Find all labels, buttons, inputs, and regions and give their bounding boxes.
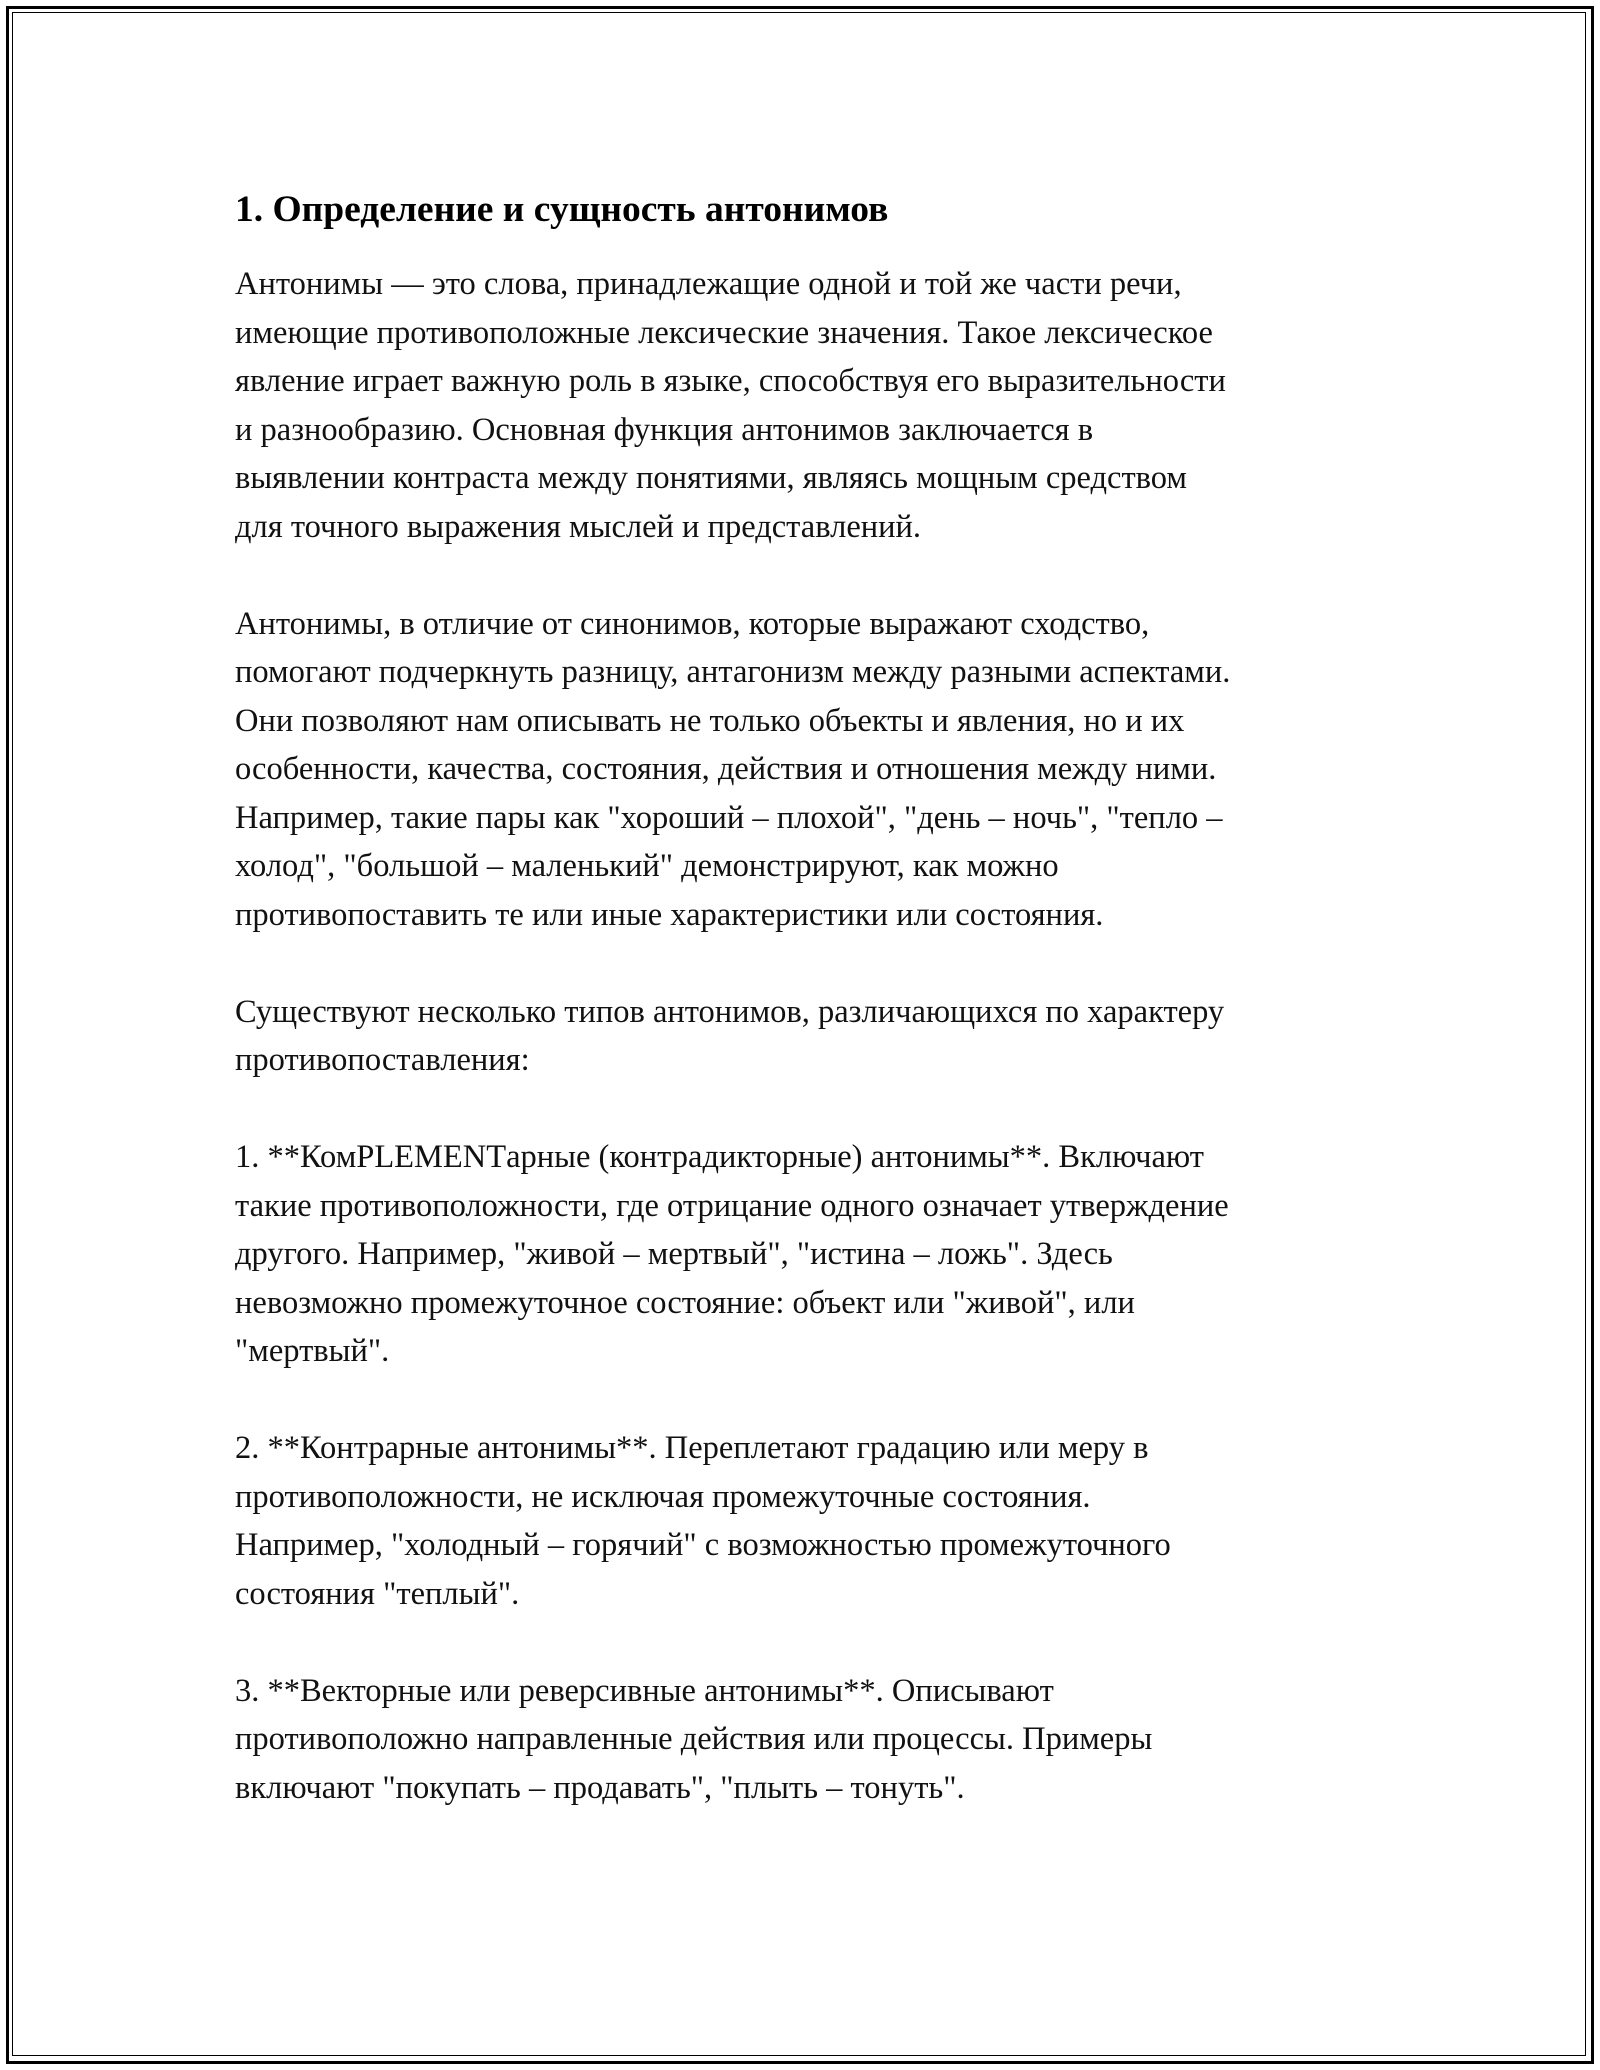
paragraph-type-complementary: 1. **КомPLEMENTарные (контрадикторные) антонимы**. Включают такие противоположности, где отрицание одного означает утверждение другого. Например, "живой – мертвый", "истина – ложь". Здесь невозможно промежуточное состояние: объект или "живой", или "мертвый". xyxy=(235,1139,1229,1369)
document-body xyxy=(235,185,1385,1861)
paragraph-definition: Антонимы — это слова, принадлежащие одной и той же части речи, имеющие противоположные лексические значения. Такое лексическое явление играет важную роль в языке, способствуя его выразительности и разнообразию. Основная функция антонимов заключается в выявлении контраста между понятиями, являясь мощным средством для точного выражения мыслей и представлений. xyxy=(235,266,1226,545)
paragraph-type-vector: 3. **Векторные или реверсивные антонимы**. Описывают противоположно направленные действия или процессы. Примеры включают "покупать – продавать", "плыть – тонуть". xyxy=(235,1672,1153,1806)
paragraph-type-contrary: 2. **Контрарные антонимы**. Переплетают градацию или меру в противоположности, не исключая промежуточные состояния. Например, "холодный – горячий" с возможностью промежуточного состояния "теплый". xyxy=(235,1430,1171,1612)
paragraph-types-intro: Существуют несколько типов антонимов, различающихся по характеру противопоставления: xyxy=(235,993,1225,1078)
paragraph-contrast: Антонимы, в отличие от синонимов, которые выражают сходство, помогают подчеркнуть разницу, антагонизм между разными аспектами. Они позволяют нам описывать не только объекты и явления, но и их особенности, качества, состояния, действия и отношения между ними. Например, такие пары как "хороший – плохой", "день – ночь", "тепло – холод", "большой – маленький" демонстрируют, как можно противопоставить те или иные характеристики или состояния. xyxy=(235,605,1231,933)
section-heading: 1. Определение и сущность антонимов xyxy=(235,189,889,230)
